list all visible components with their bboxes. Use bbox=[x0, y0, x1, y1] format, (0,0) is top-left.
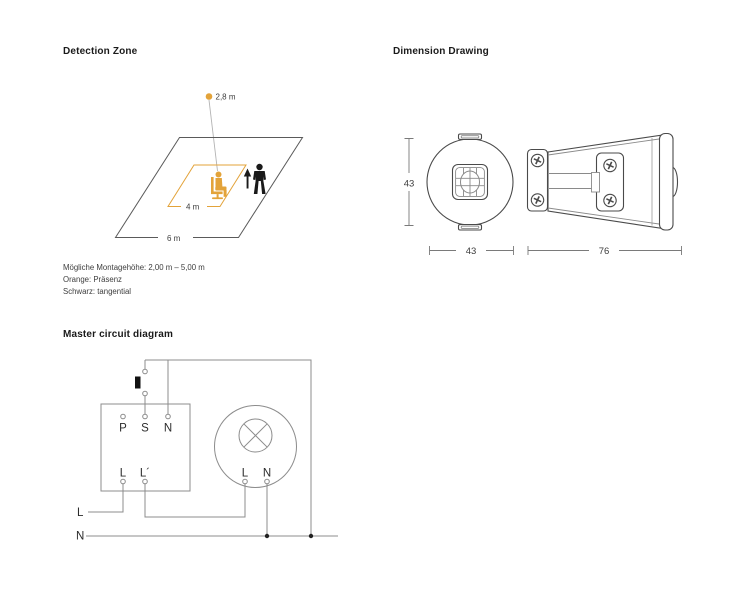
terminal-n bbox=[166, 414, 171, 419]
switch-button bbox=[135, 377, 141, 389]
sensor-lens bbox=[453, 165, 488, 200]
sensor-front-view bbox=[427, 134, 513, 230]
dimension-depth-value: 76 bbox=[598, 246, 610, 257]
supply-l-label: L bbox=[77, 507, 84, 519]
sensor-dot-icon bbox=[206, 93, 213, 100]
front-face bbox=[660, 134, 674, 231]
terminal-s bbox=[143, 414, 148, 419]
neutral-return-wire bbox=[145, 360, 311, 536]
standing-person-icon bbox=[253, 164, 266, 194]
sensor-height-label: 2,8 m bbox=[215, 92, 236, 102]
terminal-lprime-label: L´ bbox=[139, 467, 151, 480]
dimension-height-value: 43 bbox=[403, 178, 415, 190]
lamp-symbol bbox=[215, 406, 297, 488]
supply-n-label: N bbox=[76, 530, 85, 543]
switch-symbol bbox=[135, 360, 147, 414]
dimension-height bbox=[404, 139, 415, 226]
dimension-drawing-diagram bbox=[395, 125, 690, 260]
terminal-s-label: S bbox=[141, 422, 149, 435]
note-mounting-height: Mögliche Montagehöhe: 2,00 m – 5,00 m bbox=[63, 263, 205, 272]
junction-dot bbox=[309, 534, 313, 538]
sensor-drop-line bbox=[209, 100, 218, 171]
sensor-side-view bbox=[528, 134, 678, 231]
bottom-clip bbox=[459, 225, 482, 230]
dimension-depth bbox=[528, 246, 682, 257]
note-orange-legend: Orange: Präsenz bbox=[63, 275, 122, 284]
detection-zone-diagram bbox=[60, 85, 315, 245]
dimension-width-value: 43 bbox=[465, 246, 477, 257]
circuit-diagram bbox=[70, 350, 350, 550]
lamp-terminal-l-label: L bbox=[241, 467, 249, 480]
section-title-circuit-diagram: Master circuit diagram bbox=[63, 329, 174, 340]
lamp-terminal-n-label: N bbox=[262, 467, 272, 480]
detection-zone-notes bbox=[63, 262, 205, 298]
seated-person-icon bbox=[211, 172, 227, 200]
top-clip bbox=[459, 134, 482, 139]
up-arrow-icon bbox=[244, 169, 251, 189]
outer-zone-size-label: 6 m bbox=[167, 234, 181, 243]
inner-zone-outline bbox=[168, 165, 246, 213]
terminal-lprime bbox=[143, 479, 148, 484]
terminal-p bbox=[121, 414, 126, 419]
terminal-l-label: L bbox=[119, 467, 127, 480]
dimension-width bbox=[430, 246, 514, 257]
outer-zone-outline bbox=[116, 138, 303, 245]
note-black-legend: Schwarz: tangential bbox=[63, 287, 132, 296]
supply-l-wire bbox=[88, 484, 123, 512]
junction-dot bbox=[265, 534, 269, 538]
lamp-terminal-l bbox=[243, 479, 248, 484]
sensor-box bbox=[101, 404, 190, 491]
terminal-n-label: N bbox=[163, 422, 173, 435]
terminal-l bbox=[121, 479, 126, 484]
terminal-p-label: P bbox=[119, 422, 127, 435]
inner-zone-size-label: 4 m bbox=[186, 202, 200, 212]
section-title-detection-zone: Detection Zone bbox=[63, 46, 138, 57]
switched-wire bbox=[145, 484, 245, 517]
section-title-dimension-drawing: Dimension Drawing bbox=[393, 46, 489, 57]
lamp-terminal-n bbox=[265, 479, 270, 484]
